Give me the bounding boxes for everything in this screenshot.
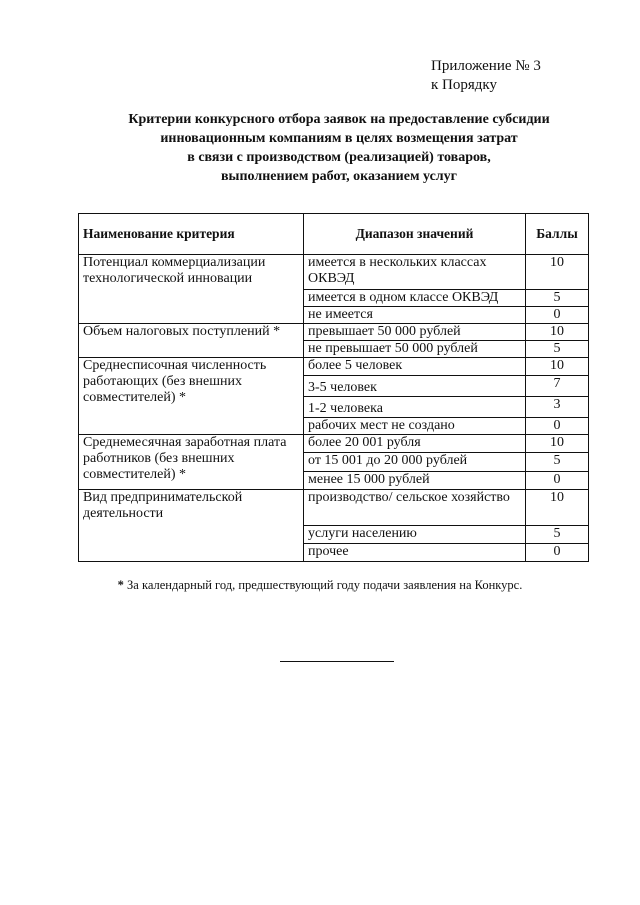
score-value: 0 [526, 307, 589, 324]
score-value: 10 [526, 435, 589, 453]
footnote [0, 578, 640, 593]
range-value: более 5 человек [304, 358, 526, 376]
document-title [70, 110, 608, 186]
header-score: Баллы [526, 214, 589, 255]
table-row [79, 435, 589, 453]
score-value: 0 [526, 418, 589, 435]
range-value: не превышает 50 000 рублей [304, 341, 526, 358]
title-line: выполнением работ, оказанием услуг [221, 169, 457, 184]
criterion-name: Потенциал коммерциализации технологической инновации [79, 255, 304, 324]
criterion-name: Объем налоговых поступлений * [79, 324, 304, 358]
header-range: Диапазон значений [304, 214, 526, 255]
score-value: 7 [526, 376, 589, 397]
table-row [79, 255, 589, 290]
criterion-name: Вид предпринимательской деятельности [79, 490, 304, 562]
table-header-row [79, 214, 589, 255]
criterion-name: Среднемесячная заработная плата работников (без внешних совместителей) * [79, 435, 304, 490]
score-value: 10 [526, 490, 589, 526]
footnote-marker: * [117, 578, 124, 592]
score-value: 10 [526, 358, 589, 376]
score-value: 10 [526, 255, 589, 290]
score-value: 0 [526, 544, 589, 562]
table-row [79, 490, 589, 526]
criterion-name: Среднесписочная численность работающих (без внешних совместителей) * [79, 358, 304, 435]
appendix-label [431, 57, 541, 95]
footnote-text: За календарный год, предшествующий году подачи заявления на Конкурс. [127, 578, 523, 592]
header-criterion: Наименование критерия [79, 214, 304, 255]
range-value: от 15 001 до 20 000 рублей [304, 453, 526, 472]
range-value: имеется в одном классе ОКВЭД [304, 290, 526, 307]
range-value: производство/ сельское хозяйство [304, 490, 526, 526]
range-value: имеется в нескольких классах ОКВЭД [304, 255, 526, 290]
score-value: 10 [526, 324, 589, 341]
range-value: рабочих мест не создано [304, 418, 526, 435]
range-value: не имеется [304, 307, 526, 324]
range-value: 3-5 человек [304, 376, 526, 397]
title-line: инновационным компаниям в целях возмещения затрат [160, 131, 518, 146]
score-value: 5 [526, 453, 589, 472]
range-value: прочее [304, 544, 526, 562]
range-value: услуги населению [304, 526, 526, 544]
score-value: 5 [526, 290, 589, 307]
title-line: в связи с производством (реализацией) товаров, [187, 150, 491, 165]
range-value: 1-2 человека [304, 397, 526, 418]
table-row [79, 358, 589, 376]
score-value: 3 [526, 397, 589, 418]
score-value: 5 [526, 526, 589, 544]
title-line: Критерии конкурсного отбора заявок на предоставление субсидии [128, 112, 550, 127]
appendix-number: Приложение № 3 [431, 58, 541, 74]
signature-line [280, 661, 394, 662]
appendix-reference: к Порядку [431, 77, 497, 93]
score-value: 5 [526, 341, 589, 358]
range-value: менее 15 000 рублей [304, 472, 526, 490]
table-row [79, 324, 589, 341]
range-value: более 20 001 рубля [304, 435, 526, 453]
score-value: 0 [526, 472, 589, 490]
range-value: превышает 50 000 рублей [304, 324, 526, 341]
criteria-table [78, 213, 589, 562]
